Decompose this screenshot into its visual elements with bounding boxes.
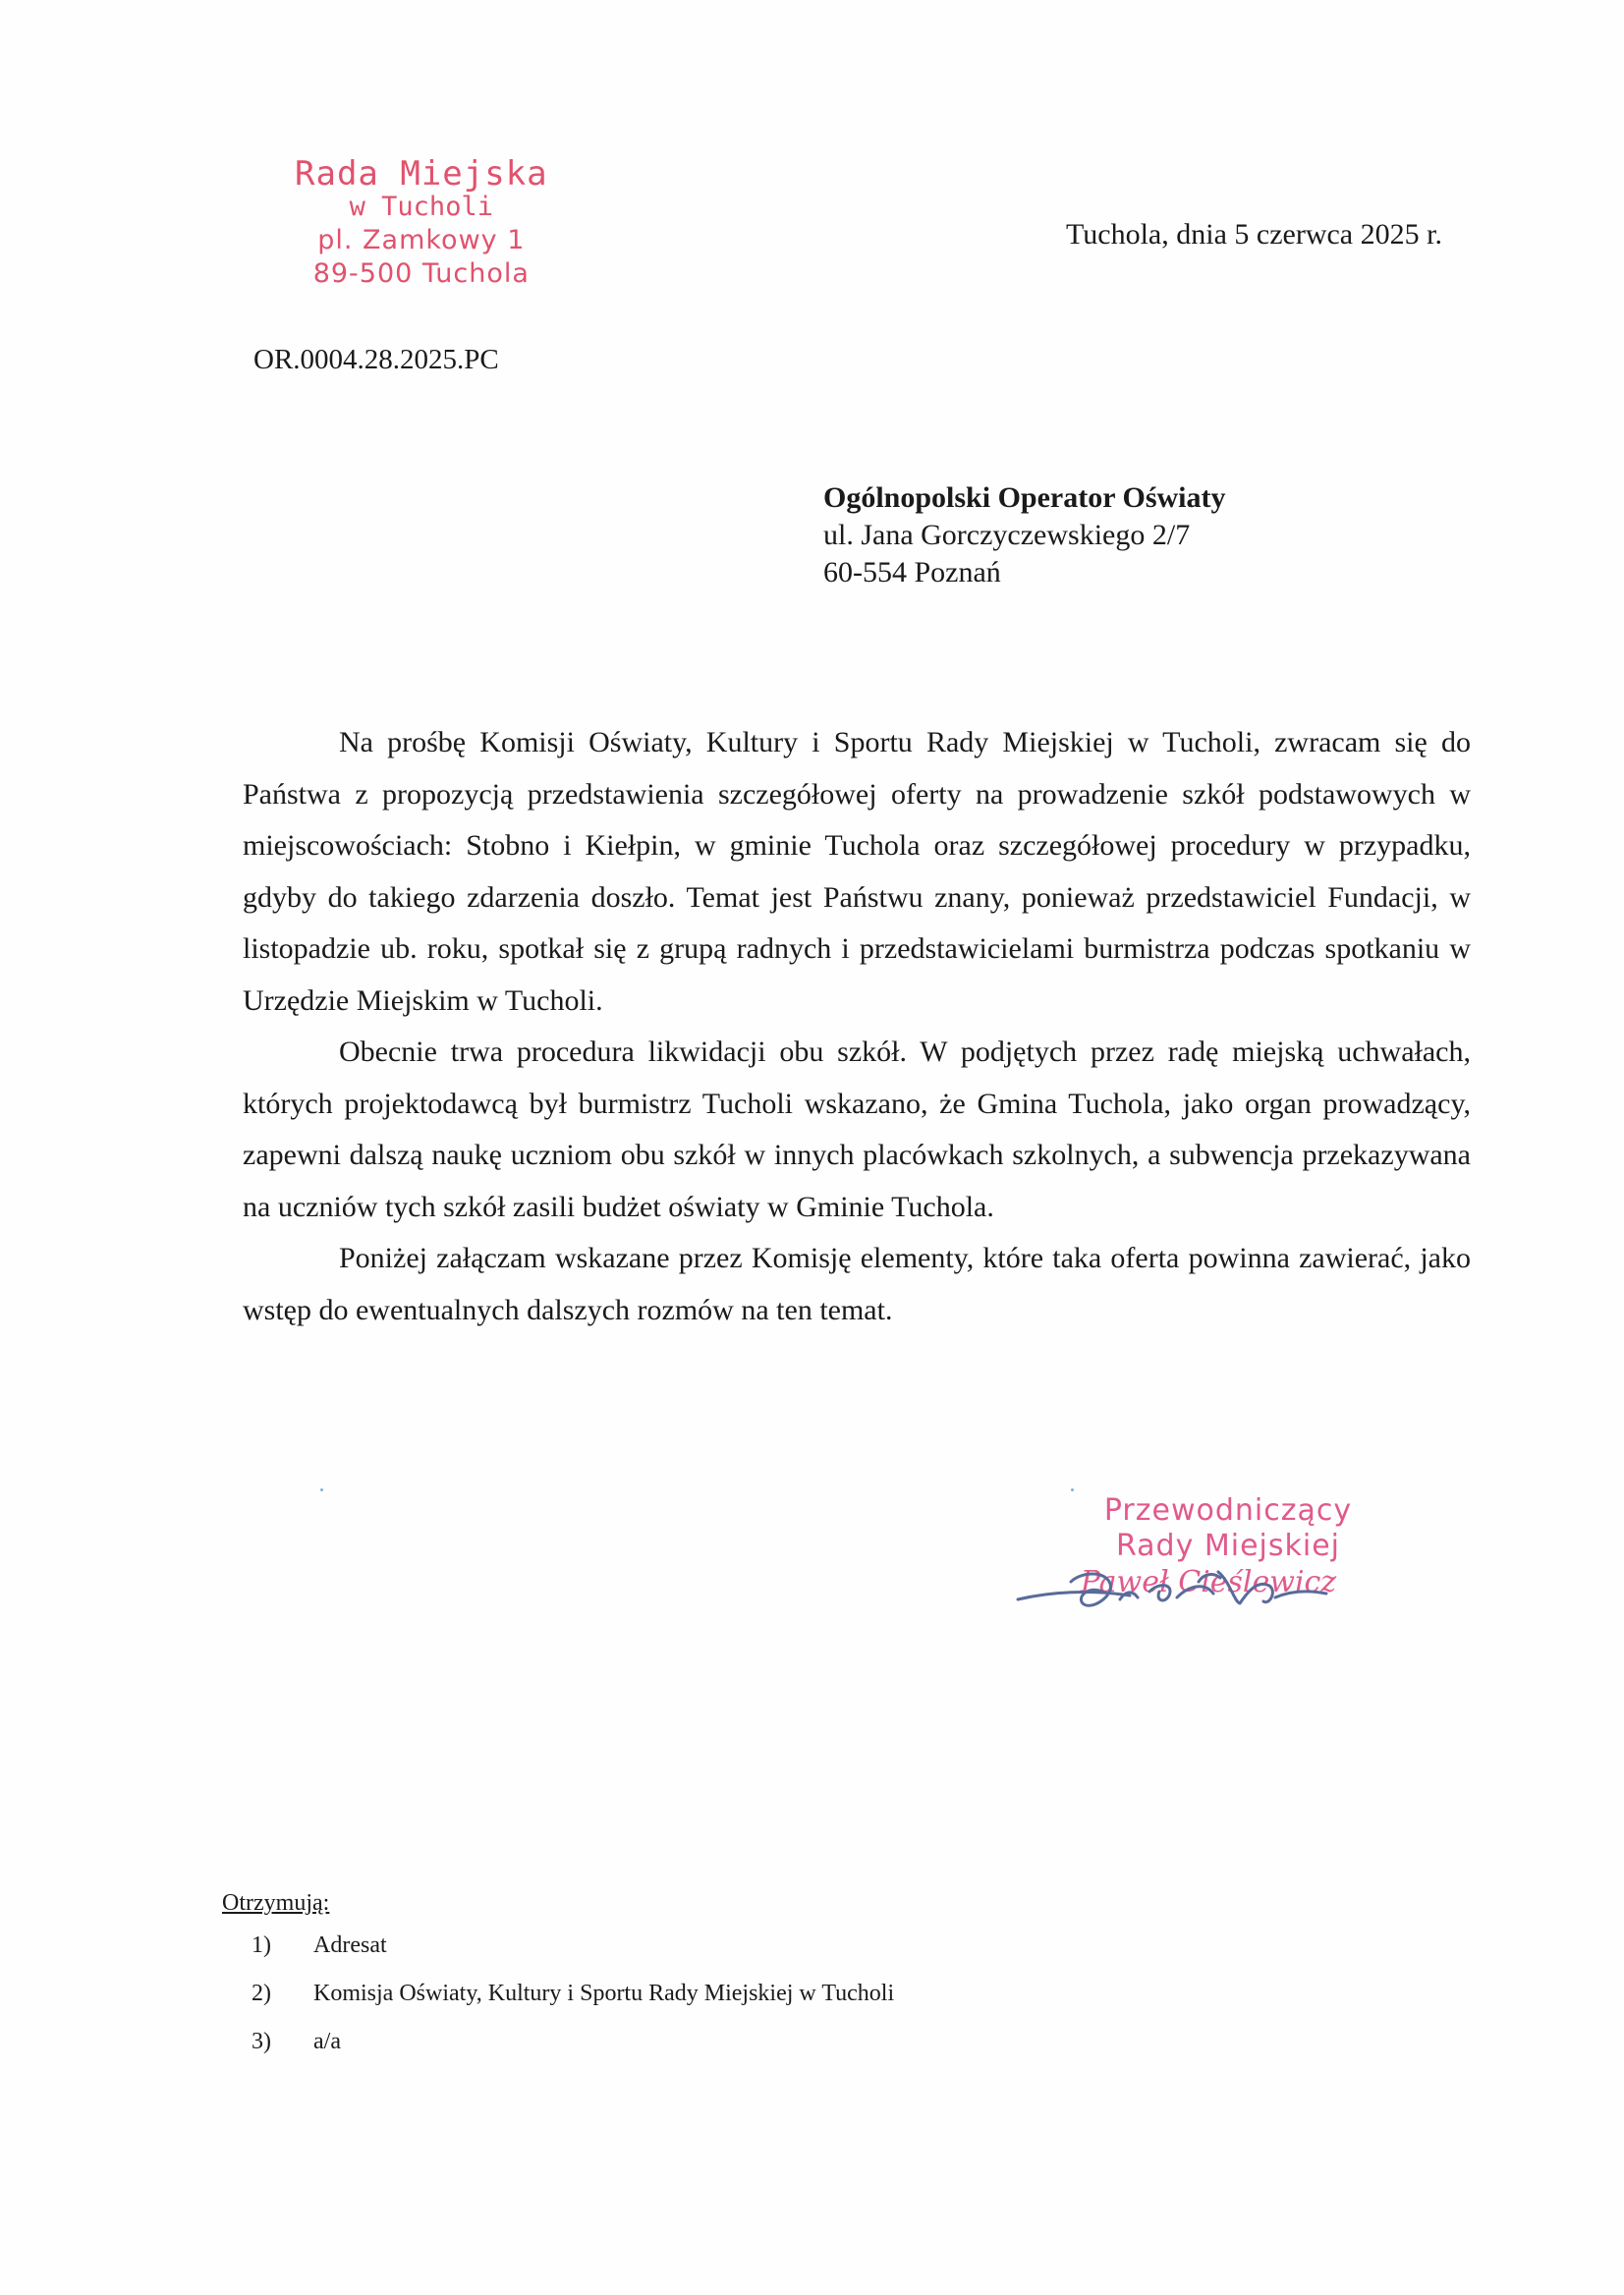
list-item-text: Adresat <box>313 1932 387 1958</box>
stamp-line-1: Rada Miejska <box>295 154 548 194</box>
letter-body <box>243 717 1471 1336</box>
reference-number: OR.0004.28.2025.PC <box>253 344 499 375</box>
addressee-street: ul. Jana Gorczyczewskiego 2/7 <box>823 519 1191 551</box>
signature-title-1: Przewodniczący <box>1103 1493 1353 1528</box>
stamp-line-4: 89-500 Tuchola <box>312 258 530 289</box>
list-item-text: a/a <box>313 2029 341 2054</box>
addressee-name: Ogólnopolski Operator Oświaty <box>823 481 1226 514</box>
list-item <box>222 1931 894 1979</box>
body-paragraph-1: Na prośbę Komisji Oświaty, Kultury i Sportu Rady Miejskiej w Tucholi, zwracam się do Państwa z propozycją przedstawienia szczegółowej oferty na prowadzenie szkół podstawowych w miejscowościach: Stobno i Kiełpin, w gminie Tuchola oraz szczegółowej procedury w przypadku, gdyby do takiego zdarzenia doszło. Temat jest Państwu znany, ponieważ przedstawiciel Fundacji, w listopadzie ub. roku, spotkał się z grupą radnych i przedstawicielami burmistrza podczas spotkaniu w Urzędzie Miejskim w Tucholi. <box>243 726 1471 1017</box>
list-item-number: 2) <box>252 1981 271 2006</box>
list-item-number: 1) <box>252 1932 271 1958</box>
scan-speck <box>1071 1488 1074 1491</box>
signature-name: Paweł Cieślewicz <box>1080 1565 1337 1599</box>
scan-speck <box>320 1488 323 1491</box>
stamp-line-2: w Tucholi <box>349 192 493 222</box>
signature-title-2: Rady Miejskiej <box>1115 1529 1341 1563</box>
list-item-number: 3) <box>252 2029 271 2054</box>
list-item-text: Komisja Oświaty, Kultury i Sportu Rady Miejskiej w Tucholi <box>313 1981 895 2006</box>
letter-date: Tuchola, dnia 5 czerwca 2025 r. <box>1066 218 1442 251</box>
body-paragraph-3: Poniżej załączam wskazane przez Komisję elementy, które taka oferta powinna zawierać, jako wstęp do ewentualnych dalszych rozmów na ten temat. <box>243 1242 1471 1326</box>
council-stamp <box>295 154 548 291</box>
addressee-block <box>823 479 1225 591</box>
handwritten-signature <box>1012 1542 1346 1641</box>
list-item <box>222 2027 894 2075</box>
recipients-items <box>222 1931 894 2075</box>
addressee-city: 60-554 Poznań <box>823 556 1001 588</box>
recipients-heading: Otrzymują: <box>222 1890 330 1916</box>
stamp-line-3: pl. Zamkowy 1 <box>317 225 526 255</box>
recipients-list <box>222 1890 894 2075</box>
list-item <box>222 1979 894 2027</box>
body-paragraph-2: Obecnie trwa procedura likwidacji obu szkół. W podjętych przez radę miejską uchwałach, których projektodawcą był burmistrz Tucholi wskazano, że Gmina Tuchola, jako organ prowadzący, zapewni dalszą naukę uczniom obu szkół w innych placówkach szkolnych, a subwencja przekazywana na uczniów tych szkół zasili budżet oświaty w Gminie Tuchola. <box>243 1036 1471 1223</box>
